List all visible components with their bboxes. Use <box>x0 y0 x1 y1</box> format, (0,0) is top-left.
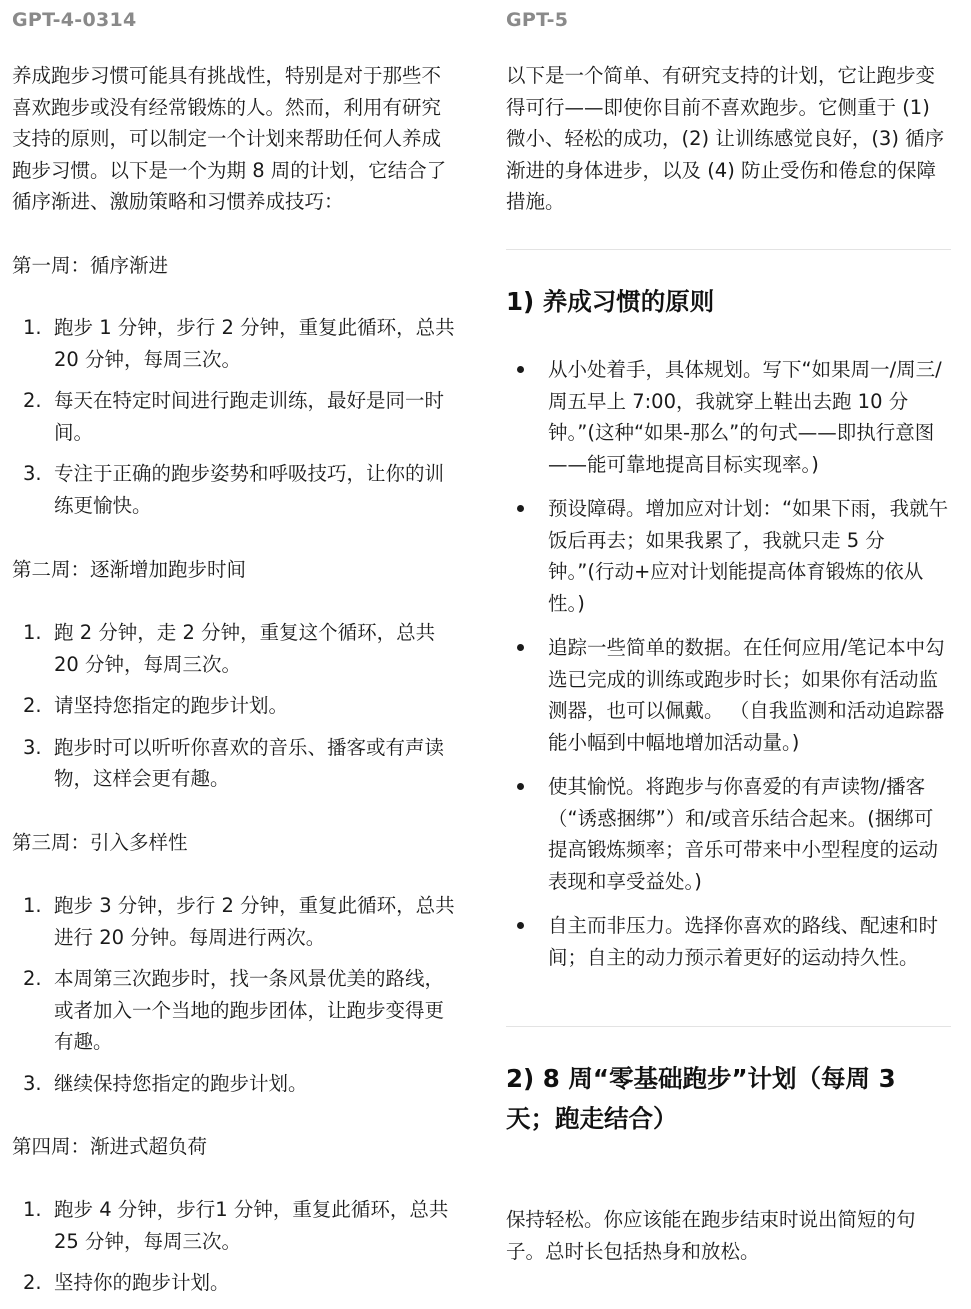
list-item: 从小处着手，具体规划。写下“如果周一/周三/周五早上 7:00，我就穿上鞋出去跑 10 分钟。”(这种“如果-那么”的句式——即执行意图——能可靠地提高目标实现率。) <box>506 354 951 480</box>
section-divider <box>506 1026 951 1027</box>
week-4-list <box>12 1194 457 1309</box>
week-3-list <box>12 890 457 1109</box>
list-item: 自主而非压力。选择你喜欢的路线、配速和时间；自主的动力预示着更好的运动持久性。 <box>506 910 951 973</box>
list-item: 2. 坚持你的跑步计划。 <box>23 1271 230 1294</box>
week-3-title: 第三周：引入多样性 <box>12 831 188 854</box>
section-divider <box>506 249 951 250</box>
list-item: 2. 每天在特定时间进行跑走训练，最好是同一时间。 <box>23 389 445 444</box>
bullet-dot-icon <box>517 644 524 651</box>
bullet-dot-icon <box>517 783 524 790</box>
week-1-title: 第一周：循序渐进 <box>12 254 169 277</box>
outro-paragraph: 保持轻松。你应该能在跑步结束时说出简短的句子。总时长包括热身和放松。 <box>506 1208 916 1263</box>
principles-list <box>506 354 951 986</box>
list-item: 2. 本周第三次跑步时，找一条风景优美的路线，或者加入一个当地的跑步团体，让跑步变得更有趣。 <box>23 967 445 1053</box>
bullet-dot-icon <box>517 922 524 929</box>
model-label-left: GPT-4-0314 <box>12 9 137 31</box>
week-1-list <box>12 312 457 531</box>
section-2-title: 2) 8 周“零基础跑步”计划（每周 3 天；跑走结合） <box>506 1064 896 1133</box>
intro-paragraph-left: 养成跑步习惯可能具有挑战性，特别是对于那些不喜欢跑步或没有经常锻炼的人。然而，利用有研究支持的原则，可以制定一个计划来帮助任何人养成跑步习惯。以下是一个为期 8 周的计划，它结合了循序渐进、激励策略和习惯养成技巧： <box>12 64 447 213</box>
list-item: 3. 跑步时可以听听你喜欢的音乐、播客或有声读物，这样会更有趣。 <box>23 735 445 790</box>
week-2-list <box>12 617 457 805</box>
list-item: 使其愉悦。将跑步与你喜爱的有声读物/播客（“诱惑捆绑”）和/或音乐结合起来。(捆绑可提高锻炼频率；音乐可带来中小型程度的运动表现和享受益处。) <box>506 771 951 897</box>
intro-paragraph-right: 以下是一个简单、有研究支持的计划，它让跑步变得可行——即使你目前不喜欢跑步。它侧重于 (1) 微小、轻松的成功，(2) 让训练感觉良好，(3) 循序渐进的身体进步，以及 (4) 防止受伤和倦怠的保障措施。 <box>506 64 945 213</box>
bullet-dot-icon <box>517 505 524 512</box>
list-item: 3. 继续保持您指定的跑步计划。 <box>23 1071 308 1095</box>
bullet-dot-icon <box>517 366 524 373</box>
list-item: 追踪一些简单的数据。在任何应用/笔记本中勾选已完成的训练或跑步时长；如果你有活动监测器，也可以佩戴。 （自我监测和活动追踪器能小幅到中幅地增加活动量。) <box>506 632 951 758</box>
list-item: 1. 跑步 4 分钟，步行1 分钟，重复此循环，总共 25 分钟，每周三次。 <box>23 1198 449 1253</box>
list-item: 1. 跑步 3 分钟，步行 2 分钟，重复此循环，总共进行 20 分钟。每周进行两次。 <box>23 894 455 949</box>
list-item: 预设障碍。增加应对计划：“如果下雨，我就午饭后再去；如果我累了，我就只走 5 分钟。”(行动+应对计划能提高体育锻炼的依从性。) <box>506 493 951 619</box>
list-item: 2. 请坚持您指定的跑步计划。 <box>23 694 289 717</box>
list-item: 3. 专注于正确的跑步姿势和呼吸技巧，让你的训练更愉快。 <box>23 462 445 517</box>
model-label-right: GPT-5 <box>506 9 569 31</box>
list-item: 1. 跑 2 分钟，走 2 分钟，重复这个循环，总共 20 分钟，每周三次。 <box>23 621 436 676</box>
week-4-title: 第四周：渐进式超负荷 <box>12 1135 208 1158</box>
week-2-title: 第二周：逐渐增加跑步时间 <box>12 558 247 581</box>
section-1-title: 1) 养成习惯的原则 <box>506 287 715 316</box>
list-item: 1. 跑步 1 分钟，步行 2 分钟，重复此循环，总共 20 分钟，每周三次。 <box>23 316 455 371</box>
